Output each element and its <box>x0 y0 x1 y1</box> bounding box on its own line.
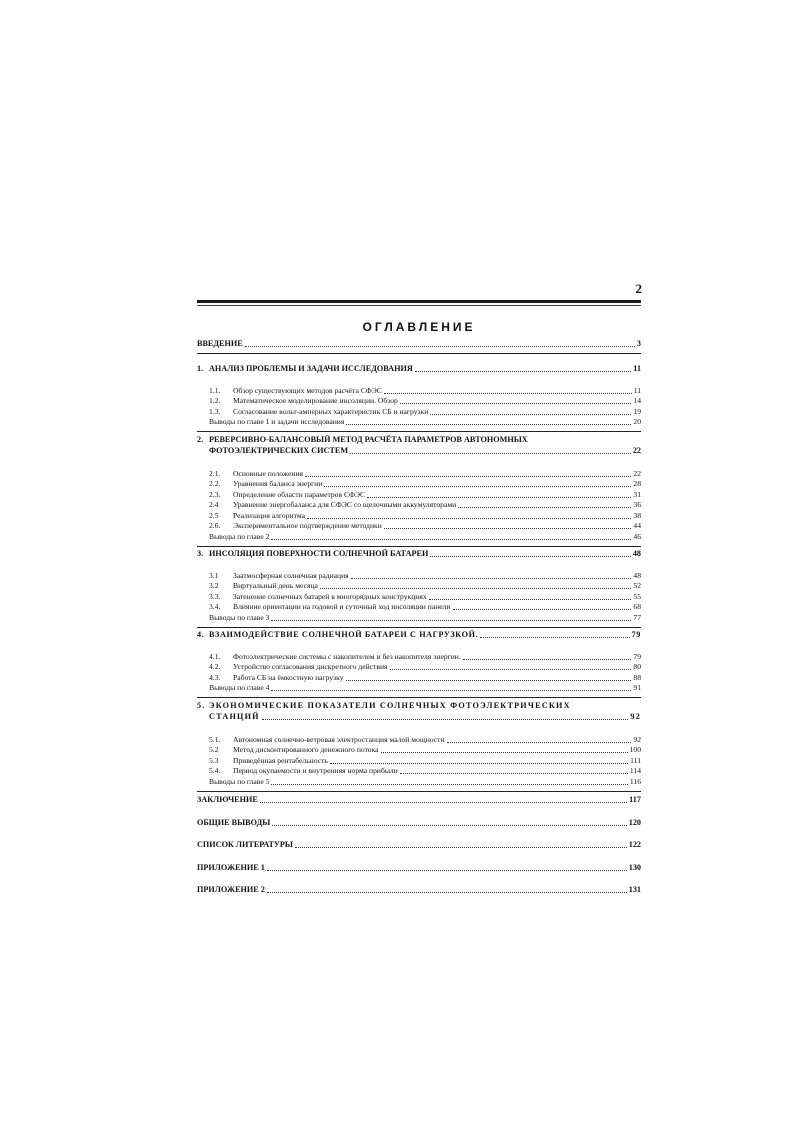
toc-entry-label: СПИСОК ЛИТЕРАТУРЫ <box>197 840 293 849</box>
dot-leader <box>267 891 627 893</box>
section-page: 68 <box>633 602 641 611</box>
toc-entry-label: ОБЩИЕ ВЫВОДЫ <box>197 817 271 827</box>
section-title: Работа СБ на ёмкостную нагрузку <box>233 672 344 682</box>
page-number: 2 <box>635 281 642 296</box>
section-number: 5.4. <box>209 766 221 775</box>
section-number: 2.3. <box>209 489 221 499</box>
section-title: Обзор существующих методов расчёта СФЭС <box>233 385 382 395</box>
toc-section[interactable] <box>197 521 641 532</box>
section-page: 44 <box>633 521 641 530</box>
toc-title: ОГЛАВЛЕНИЕ <box>362 320 476 334</box>
section-number: 3.2 <box>209 581 219 590</box>
section-page: 92 <box>633 734 641 744</box>
section-page: 52 <box>633 581 641 590</box>
toc-entry-label: ЗАКЛЮЧЕНИЕ <box>197 795 258 804</box>
conclusion-page: 91 <box>633 683 641 692</box>
dot-leader <box>463 658 632 660</box>
dot-leader <box>295 846 627 848</box>
section-page: 80 <box>633 662 641 671</box>
toc-section[interactable] <box>197 662 641 673</box>
dot-leader <box>262 718 629 720</box>
section-number: 5.3 <box>209 755 219 765</box>
toc-conclusion[interactable] <box>197 683 641 694</box>
section-page: 11 <box>633 385 641 395</box>
dot-leader <box>367 496 631 498</box>
toc-entry-conclusion[interactable] <box>197 795 641 806</box>
toc-section[interactable] <box>197 602 641 613</box>
dot-leader <box>271 619 631 621</box>
dot-leader <box>430 555 630 557</box>
dot-leader <box>272 824 626 826</box>
dot-leader <box>267 869 627 871</box>
section-page: 111 <box>630 755 641 765</box>
toc-conclusion[interactable] <box>197 531 641 542</box>
section-page: 88 <box>633 672 641 682</box>
section-title: Виртуальный день месяца <box>233 581 318 590</box>
toc-entry-page: 131 <box>628 885 641 894</box>
conclusion-title: Выводы по главе 5 <box>209 776 270 786</box>
section-title: Влияние ориентации на годовой и суточный ход инсоляции панели <box>233 602 451 611</box>
dot-leader <box>447 741 632 743</box>
chapter-page: 11 <box>633 364 641 373</box>
dot-leader <box>458 506 631 508</box>
section-title: Автономная солнечно-ветровая электростанция малой мощности <box>233 734 445 744</box>
toc-section[interactable] <box>197 479 641 490</box>
chapter-title-line2: ФОТОЭЛЕКТРИЧЕСКИХ СИСТЕМ <box>209 445 349 455</box>
section-page: 14 <box>633 396 641 405</box>
chapter-number: 5. <box>197 701 206 710</box>
section-page: 38 <box>633 510 641 520</box>
dot-leader <box>381 751 628 753</box>
toc-section[interactable] <box>197 510 641 521</box>
toc-chapter-3[interactable] <box>197 549 641 560</box>
conclusion-title: Выводы по главе 1 и задачи исследования <box>209 417 345 426</box>
dot-leader <box>400 772 628 774</box>
section-number: 5.2 <box>209 745 219 754</box>
toc-section[interactable] <box>197 468 641 479</box>
conclusion-page: 116 <box>629 776 641 786</box>
section-title: Уравнения баланса энергии <box>233 479 323 488</box>
toc-entry-appendix-2[interactable] <box>197 885 641 896</box>
dot-leader <box>330 762 628 764</box>
section-page: 19 <box>633 406 641 416</box>
chapter-page: 79 <box>631 630 641 639</box>
toc-conclusion[interactable] <box>197 612 641 623</box>
section-number: 4.3. <box>209 672 221 682</box>
chapter-number: 1. <box>197 364 204 373</box>
toc-entry-label: ПРИЛОЖЕНИЕ 2 <box>197 885 265 894</box>
dot-leader <box>390 668 632 670</box>
toc-entry-label: ПРИЛОЖЕНИЕ 1 <box>197 862 265 872</box>
section-page: 48 <box>633 570 641 580</box>
section-title: Реализация алгоритма <box>233 510 306 520</box>
dot-leader <box>320 587 632 589</box>
toc-chapter-2[interactable] <box>197 435 641 457</box>
toc-section[interactable] <box>197 766 641 777</box>
chapter-title-line2: СТАНЦИЙ <box>209 711 260 721</box>
conclusion-page: 46 <box>633 531 641 541</box>
toc-section[interactable] <box>197 651 641 662</box>
conclusion-page: 20 <box>633 417 641 426</box>
toc-entry-intro[interactable] <box>197 338 641 349</box>
dot-leader <box>260 801 627 803</box>
conclusion-title: Выводы по главе 3 <box>209 612 270 622</box>
toc-section[interactable] <box>197 489 641 500</box>
section-number: 3.4. <box>209 602 221 611</box>
toc-chapter-4[interactable] <box>197 630 641 641</box>
chapter-number: 2. <box>197 435 204 444</box>
toc-section[interactable] <box>197 500 641 511</box>
section-number: 2.1. <box>209 468 221 478</box>
section-page: 36 <box>633 500 641 509</box>
section-number: 1.3. <box>209 406 221 416</box>
section-title: Заатмосферная солнечная радиация <box>233 570 349 580</box>
section-number: 2.4 <box>209 500 219 509</box>
toc-entry-page: 120 <box>628 817 641 827</box>
header-rule-thin <box>197 305 641 306</box>
toc-section[interactable] <box>197 581 641 592</box>
section-page: 79 <box>633 651 641 661</box>
section-title: Уравнение энергобаланса для СФЭС со щелочными аккумуляторами <box>233 500 457 509</box>
conclusion-title: Выводы по главе 2 <box>209 531 270 541</box>
section-title: Устройство согласования дискретного действия <box>233 662 388 671</box>
section-page: 114 <box>629 766 641 775</box>
toc-section[interactable] <box>197 406 641 417</box>
section-page: 28 <box>633 479 641 488</box>
section-number: 1.1. <box>209 385 221 395</box>
section-number: 4.1. <box>209 651 221 661</box>
section-number: 2.5 <box>209 510 219 520</box>
chapter-page: 48 <box>632 549 641 558</box>
header-rule <box>197 300 641 303</box>
section-number: 3.1 <box>209 570 219 580</box>
chapter-page: 92 <box>630 711 641 721</box>
chapter-number: 3. <box>197 549 204 558</box>
chapter-title: ВЗАИМОДЕЙСТВИЕ СОЛНЕЧНОЙ БАТАРЕИ С НАГРУЗКОЙ. <box>209 630 479 639</box>
table-of-contents <box>197 338 641 895</box>
toc-section[interactable] <box>197 591 641 602</box>
section-page: 55 <box>633 591 641 601</box>
toc-section[interactable] <box>197 396 641 407</box>
dot-leader <box>351 577 632 579</box>
section-number: 2.6. <box>209 521 221 530</box>
toc-section[interactable] <box>197 385 641 396</box>
section-title: Фотоэлектрические системы с накопителем и без накопителя энергии. <box>233 651 461 661</box>
dot-leader <box>430 413 631 415</box>
section-title: Метод дисконтированного денежного потока <box>233 745 379 754</box>
section-number: 3.3. <box>209 591 221 601</box>
dot-leader <box>307 517 631 519</box>
conclusion-title: Выводы по главе 4 <box>209 683 270 692</box>
section-number: 5.1. <box>209 734 221 744</box>
dot-leader <box>453 608 632 610</box>
section-title: Основные положения <box>233 468 304 478</box>
section-title: Приведённая рентабельность <box>233 755 328 765</box>
toc-section[interactable] <box>197 734 641 745</box>
dot-leader <box>271 783 627 785</box>
dot-leader <box>415 370 632 372</box>
dot-leader <box>271 538 631 540</box>
chapter-title: АНАЛИЗ ПРОБЛЕМЫ И ЗАДАЧИ ИССЛЕДОВАНИЯ <box>209 364 413 373</box>
dot-leader <box>346 679 632 681</box>
section-page: 31 <box>633 489 641 499</box>
toc-entry-page: 3 <box>636 338 641 348</box>
toc-entry-page: 130 <box>628 862 641 872</box>
toc-section[interactable] <box>197 672 641 683</box>
section-page: 100 <box>629 745 641 754</box>
dot-leader <box>245 345 635 347</box>
conclusion-page: 77 <box>633 612 641 622</box>
toc-entry-references[interactable] <box>197 840 641 851</box>
chapter-number: 4. <box>197 630 205 639</box>
chapter-title: ИНСОЛЯЦИЯ ПОВЕРХНОСТИ СОЛНЕЧНОЙ БАТАРЕИ <box>209 549 429 558</box>
toc-conclusion[interactable] <box>197 417 641 428</box>
section-title: Математическое моделирование инсоляции. Обзор <box>233 396 398 405</box>
chapter-title-line1: РЕВЕРСИВНО-БАЛАНСОВЫЙ МЕТОД РАСЧЁТА ПАРАМЕТРОВ АВТОНОМНЫХ <box>209 435 528 444</box>
section-title: Определение области параметров СФЭС <box>233 489 366 499</box>
section-number: 1.2. <box>209 396 221 405</box>
toc-section[interactable] <box>197 755 641 766</box>
toc-chapter-1[interactable] <box>197 364 641 375</box>
dot-leader <box>271 689 631 691</box>
toc-entry-appendix-1[interactable] <box>197 862 641 873</box>
dot-leader <box>400 402 632 404</box>
chapter-title-line1: ЭКОНОМИЧЕСКИЕ ПОКАЗАТЕЛИ СОЛНЕЧНЫХ ФОТОЭЛЕКТРИЧЕСКИХ <box>209 701 571 710</box>
section-title: Затенение солнечных батарей в многорядных конструкциях <box>233 591 427 601</box>
dot-leader <box>429 598 632 600</box>
section-number: 2.2. <box>209 479 221 488</box>
section-title: Согласование вольт-амперных характеристик СБ и нагрузки <box>233 406 429 416</box>
section-number: 4.2. <box>209 662 221 671</box>
dot-leader <box>480 636 629 638</box>
toc-entry-label: ВВЕДЕНИЕ <box>197 338 243 348</box>
toc-section[interactable] <box>197 570 641 581</box>
dot-leader <box>384 392 632 394</box>
section-title: Экспериментальное подтверждение методики <box>233 521 382 530</box>
toc-conclusion[interactable] <box>197 776 641 787</box>
dot-leader <box>324 485 631 487</box>
toc-chapter-5[interactable] <box>197 701 641 723</box>
toc-entry-page: 117 <box>629 795 641 804</box>
section-title: Период окупаемости и внутренняя норма прибыли <box>233 766 398 775</box>
section-page: 22 <box>633 468 641 478</box>
dot-leader <box>384 527 632 529</box>
dot-leader <box>346 423 631 425</box>
toc-entry-general-conclusions[interactable] <box>197 817 641 828</box>
toc-section[interactable] <box>197 745 641 756</box>
dot-leader <box>305 475 631 477</box>
chapter-page: 22 <box>632 445 641 455</box>
toc-entry-page: 122 <box>628 840 641 849</box>
dot-leader <box>350 452 631 454</box>
